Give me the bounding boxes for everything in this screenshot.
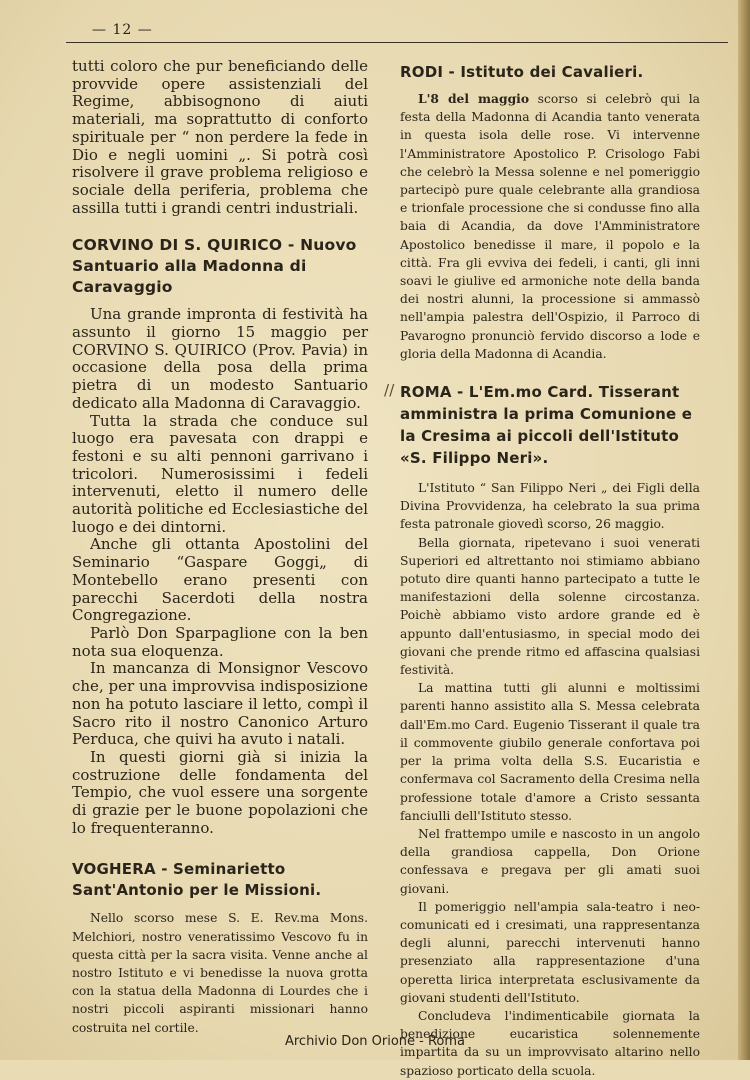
page-number: — 12 — <box>92 22 153 38</box>
header-rule <box>66 42 728 43</box>
roma-heading <box>384 381 700 469</box>
rodi-heading: RODI - Istituto dei Cavalieri. <box>400 63 644 81</box>
roma-heading-text: ROMA - L'Em.mo Card. Tisserant amministra la prima Comunione e la Cresima ai piccoli dell'Istituto «S. Filippo Neri». <box>400 383 693 468</box>
voghera-paragraph: Nello scorso mese S. E. Rev.ma Mons. Melchiori, nostro veneratissimo Vescovo fu in questa città per la sacra visita. Venne anche al nostro Istituto e vi benedisse la nuova grotta con la statua della Madonna di Lourdes che i nostri piccoli aspiranti missionari hanno costruita nel cortile. <box>72 911 368 1035</box>
left-column <box>72 58 368 1037</box>
roma-paragraph: Nel frattempo umile e nascosto in un angolo della grandiosa cappella, Don Orione confessava e pregava per gli amati suoi giovani. <box>400 826 700 896</box>
corvino-paragraph: Parlò Don Sparpaglione con la ben nota sua eloquenza. <box>72 623 368 660</box>
roma-paragraph: L'Istituto “ San Filippo Neri „ dei Figli della Divina Provvidenza, ha celebrato la sua prima festa patronale giovedì scorso, 26 maggio. <box>400 481 700 532</box>
roma-paragraph: Bella giornata, ripetevano i suoi venerati Superiori ed altrettanto noi stimiamo abbiano potuto dire quanti hanno partecipato a tutte le manifestazioni della solenne circostanza. Poichè abbiamo visto ardore grande ed è appunto dall'entusiasmo, in special modo dei giovani che prende ritmo ed affascina qualsiasi festività. <box>400 535 700 678</box>
roma-paragraph: Il pomeriggio nell'ampia sala-teatro i neo-comunicati ed i cresimati, una rappresentanza degli alunni, parecchi intervenuti hanno presenziato alla rappresentazione d'una operetta lirica interpretata esclusivamente da giovani studenti dell'Istituto. <box>400 899 700 1005</box>
intro-paragraph: tutti coloro che pur beneficiando delle provvide opere assistenziali del Regime, abbisognono di aiuti materiali, ma soprattutto di conforto spirituale per “ non perdere la fede in Dio e negli uomini „. Si potrà così risolvere il grave problema religioso e sociale della periferia, problema che assilla tutti i grandi centri industriali. <box>72 57 368 217</box>
rodi-text: scorso si celebrò qui la festa della Madonna di Acandia tanto venerata in questa isola delle rose. Vi intervenne l'Amministratore Apostolico P. Crisologo Fabi che celebrò la Messa solenne e nel pomeriggio partecipò pure quale celebrante alla grandiosa e trionfale processione che si condusse fino alla baia di Acandia, da dove l'Amministratore Apostolico benedisse il mare, il popolo e la città. Fra gli evviva dei fedeli, i canti, gli inni soavi le giulive ed armoniche note della banda dei nostri alunni, la processione si ammassò nell'ampia palestra dell'Ospizio, il Parroco di Pavarogno pronunciò fervido discorso a lode e gloria della Madonna di Acandia. <box>400 92 701 361</box>
archive-footer: Archivio Don Orione - Roma <box>284 1034 466 1049</box>
roma-paragraph: La mattina tutti gli alunni e moltissimi parenti hanno assistito alla S. Messa celebrata dall'Em.mo Card. Eugenio Tisserant il quale tra il commovente giubilo generale confortava poi per la prima volta della S.S. Eucaristia e confermava col Sacramento della Cresima nella professione totale d'amore a Cristo sessanta fanciulli dell'Istituto stesso. <box>400 681 700 823</box>
rodi-date: L'8 del maggio <box>418 91 530 106</box>
voghera-heading: VOGHERA - Seminarietto Sant'Antonio per le Missioni. <box>72 860 322 900</box>
corvino-paragraph: In mancanza di Monsignor Vescovo che, per una improvvisa indisposizione non ha potuto lasciare il letto, compì il Sacro rito il nostro Canonico Arturo Perduca, che quivi ha avuto i natali. <box>72 659 368 749</box>
corvino-heading: CORVINO DI S. QUIRICO - Nuovo Santuario alla Madonna di Caravaggio <box>72 236 357 297</box>
handwritten-mark: // <box>384 381 395 400</box>
corvino-paragraph: Tutta la strada che conduce sul luogo era pavesata con drappi e festoni e su alti pennoni garrivano i tricolori. Numerosissimi i fedeli intervenuti, eletto il numero delle autorità politiche ed Ecclesiastiche del luogo e dei dintorni. <box>72 411 368 536</box>
corvino-paragraph: Una grande impronta di festività ha assunto il giorno 15 maggio per CORVINO S. QUIRICO (Prov. Pavia) in occasione della posa della prima pietra di un modesto Santuario dedicato alla Madonna di Caravaggio. <box>72 305 368 412</box>
corvino-paragraph: In questi giorni già si inizia la costruzione delle fondamenta del Tempio, che vuol essere una sorgente di grazie per le buone popolazioni che lo frequenteranno. <box>72 747 368 837</box>
roma-paragraph: Concludeva l'indimenticabile giornata la benedizione eucaristica solennemente impartita da su un improvvisato altarino nello spazioso porticato della scuola. <box>400 1008 700 1078</box>
rodi-paragraph <box>400 90 700 363</box>
page-edge-shadow <box>738 0 750 1060</box>
corvino-paragraph: Anche gli ottanta Apostolini del Seminario “Gaspare Goggi„ di Montebello erano presenti con parecchi Sacerdoti della nostra Congregazione. <box>72 535 368 625</box>
right-column <box>384 58 701 1080</box>
